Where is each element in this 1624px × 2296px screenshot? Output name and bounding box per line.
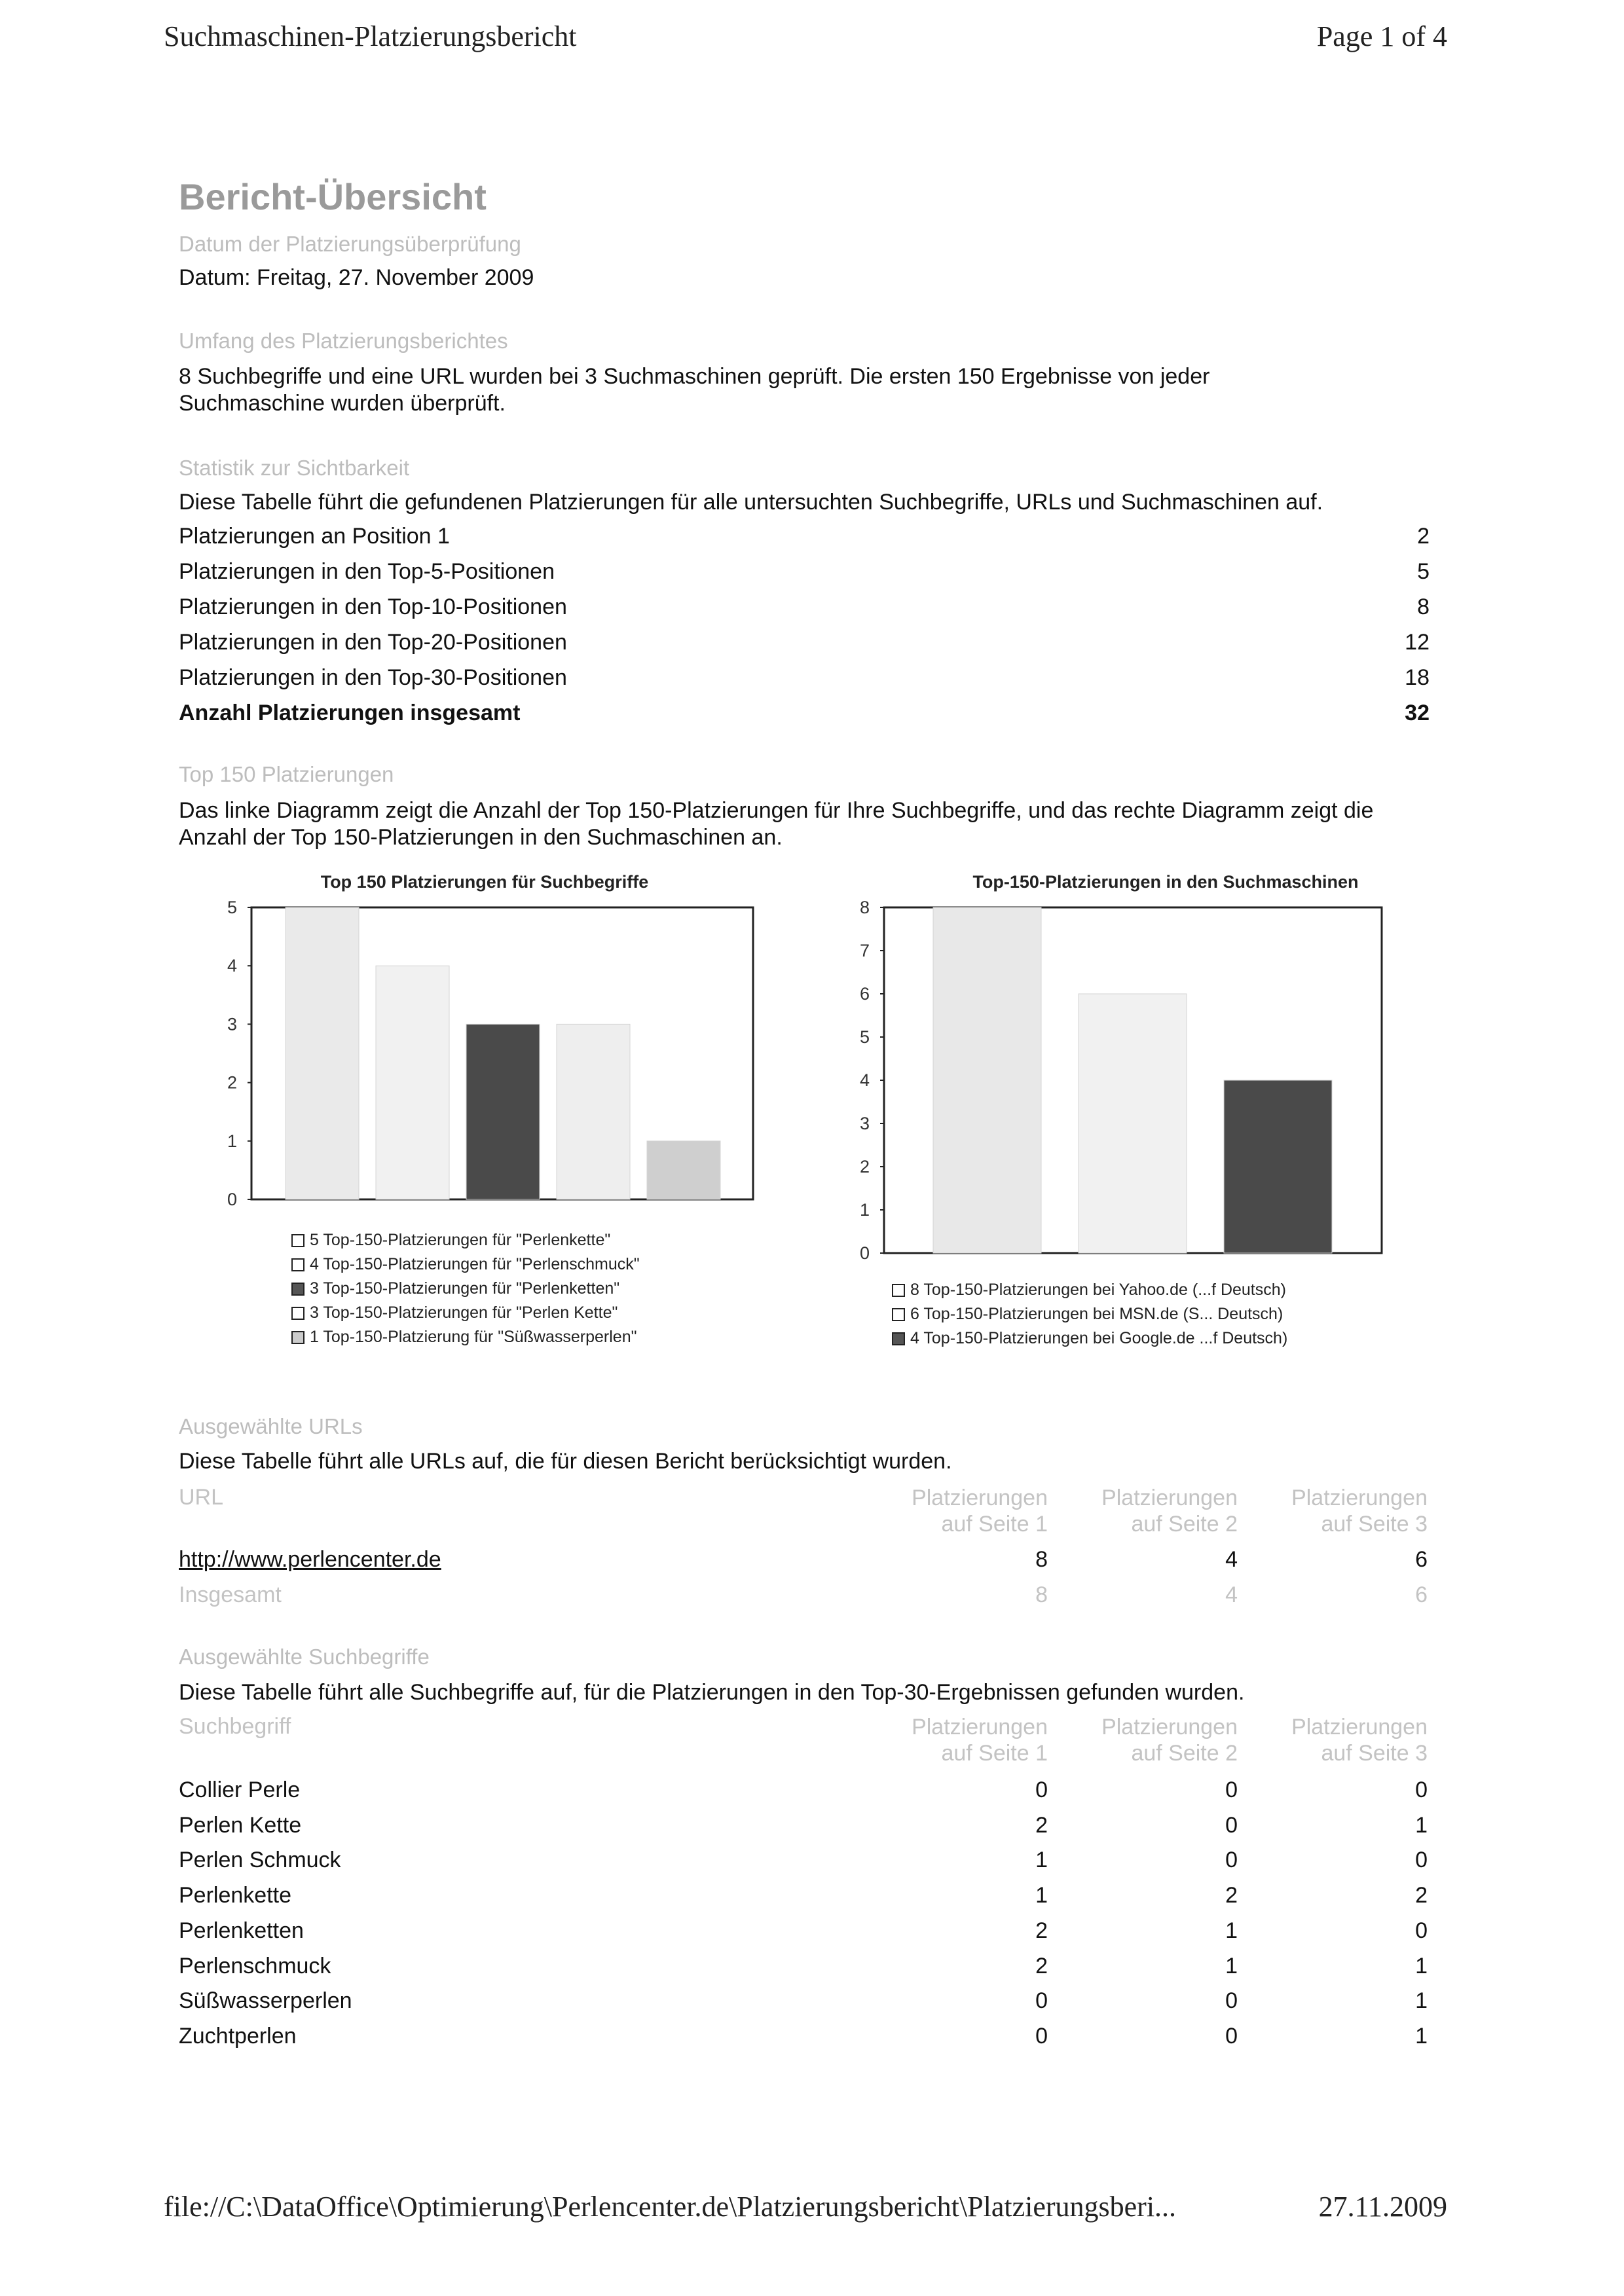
keyword-value-page-1: 1 — [1035, 1883, 1048, 1908]
keyword-value-page-2: 1 — [1225, 1918, 1238, 1943]
legend-item — [892, 1329, 1287, 1348]
legend-item — [291, 1255, 640, 1274]
visibility-total-label: Anzahl Platzierungen insgesamt — [179, 701, 521, 725]
chart-bar — [647, 1141, 720, 1199]
keyword-value-page-3: 0 — [1415, 1777, 1428, 1802]
visibility-row — [179, 630, 1430, 663]
keyword-value-page-3: 1 — [1415, 1988, 1428, 2013]
y-tick-label: 2 — [227, 1072, 237, 1093]
legend-label: 4 Top-150-Platzierungen für "Perlenschmuck" — [310, 1255, 640, 1273]
keywords-text: Diese Tabelle führt alle Suchbegriffe auf, für die Platzierungen in den Top-30-Ergebnissen gefunden wurden. — [179, 1680, 1245, 1705]
keyword-value-page-1: 2 — [1035, 1954, 1048, 1978]
y-tick-label: 3 — [859, 1114, 870, 1133]
column-header-page-3: Platzierungen auf Seite 3 — [1291, 1715, 1428, 1766]
legend-label: 3 Top-150-Platzierungen für "Perlenketten" — [310, 1279, 620, 1298]
y-tick-label: 1 — [859, 1200, 870, 1220]
chart-bar — [1224, 1080, 1332, 1253]
keywords-heading: Ausgewählte Suchbegriffe — [179, 1645, 430, 1669]
visibility-row-label: Platzierungen an Position 1 — [179, 524, 450, 549]
keyword-value-page-3: 0 — [1415, 1918, 1428, 1943]
urls-total-page-2: 4 — [1225, 1582, 1238, 1607]
top150-heading: Top 150 Platzierungen — [179, 762, 394, 786]
legend-label: 3 Top-150-Platzierungen für "Perlen Kette" — [310, 1303, 618, 1322]
legend-label: 6 Top-150-Platzierungen bei MSN.de (S... Deutsch) — [910, 1305, 1283, 1323]
report-title: Bericht-Übersicht — [179, 176, 487, 217]
scope-text: 8 Suchbegriffe und eine URL wurden bei 3 Suchmaschinen geprüft. Die ersten 150 Ergebnisse von jeder Suchmaschine wurden überprüft. — [179, 364, 1210, 416]
date-heading: Datum der Platzierungsüberprüfung — [179, 232, 521, 256]
search-engine-bar-chart — [851, 863, 1395, 1269]
date-text: Datum: Freitag, 27. November 2009 — [179, 265, 534, 290]
legend-swatch — [892, 1284, 905, 1297]
visibility-total-row — [179, 701, 1430, 733]
visibility-row-label: Platzierungen in den Top-20-Positionen — [179, 630, 567, 655]
visibility-row-value: 12 — [1405, 630, 1430, 655]
visibility-row-label: Platzierungen in den Top-10-Positionen — [179, 594, 567, 619]
visibility-row-label: Platzierungen in den Top-5-Positionen — [179, 559, 555, 584]
urls-total-page-1: 8 — [1035, 1582, 1048, 1607]
keyword-value-page-2: 2 — [1225, 1883, 1238, 1908]
keyword-value-page-2: 0 — [1225, 2024, 1238, 2049]
footer-date: 27.11.2009 — [1318, 2191, 1447, 2223]
legend-item — [291, 1328, 637, 1347]
url-row-label[interactable] — [179, 1547, 441, 1573]
chart-title: Top-150-Platzierungen in den Suchmaschinen — [972, 872, 1359, 892]
keyword-value-page-2: 0 — [1225, 1988, 1238, 2013]
legend-swatch — [291, 1307, 304, 1320]
chart-bar — [286, 907, 359, 1199]
visibility-row — [179, 559, 1430, 592]
keyword-row-label: Perlenkette — [179, 1883, 291, 1908]
chart-bar — [933, 907, 1041, 1253]
y-tick-label: 4 — [227, 956, 237, 976]
page-number: Page 1 of 4 — [1316, 20, 1447, 52]
visibility-text: Diese Tabelle führt die gefundenen Platzierungen für alle untersuchten Suchbegriffe, URLs und Suchmaschinen auf. — [179, 490, 1323, 515]
legend-swatch — [892, 1308, 905, 1321]
visibility-row — [179, 524, 1430, 556]
keyword-value-page-1: 2 — [1035, 1813, 1048, 1838]
url-value-page-1: 8 — [1035, 1547, 1048, 1572]
y-tick-label: 1 — [227, 1131, 237, 1151]
url-column-header: URL — [179, 1485, 224, 1510]
chart-bar — [376, 966, 449, 1199]
legend-item — [291, 1231, 610, 1250]
y-tick-label: 6 — [859, 984, 870, 1004]
keyword-row-label: Süßwasserperlen — [179, 1988, 352, 2013]
keyword-value-page-3: 1 — [1415, 1813, 1428, 1838]
chart-bar — [557, 1024, 630, 1199]
keyword-value-page-2: 0 — [1225, 1777, 1238, 1802]
urls-total-page-3: 6 — [1415, 1582, 1428, 1607]
y-tick-label: 5 — [859, 1027, 870, 1047]
legend-swatch — [291, 1234, 304, 1247]
url-link[interactable]: http://www.perlencenter.de — [179, 1547, 441, 1572]
visibility-total-value: 32 — [1405, 701, 1430, 725]
keyword-row-label: Perlen Schmuck — [179, 1848, 341, 1872]
visibility-row-value: 18 — [1405, 665, 1430, 690]
y-tick-label: 7 — [859, 941, 870, 960]
y-tick-label: 0 — [227, 1190, 237, 1209]
y-tick-label: 3 — [227, 1014, 237, 1034]
legend-label: 8 Top-150-Platzierungen bei Yahoo.de (...f Deutsch) — [910, 1281, 1286, 1299]
keyword-value-page-1: 0 — [1035, 1988, 1048, 2013]
y-tick-label: 0 — [859, 1243, 870, 1263]
urls-total-label: Insgesamt — [179, 1582, 282, 1607]
keyword-row-label: Collier Perle — [179, 1777, 301, 1802]
footer-file-path: file://C:\DataOffice\Optimierung\Perlencenter.de\Platzierungsbericht\Platzierungsberi... — [164, 2191, 1177, 2223]
legend-item — [291, 1279, 619, 1298]
visibility-row-value: 8 — [1417, 594, 1430, 619]
keyword-row-label: Zuchtperlen — [179, 2024, 297, 2049]
urls-heading: Ausgewählte URLs — [179, 1414, 363, 1438]
y-tick-label: 2 — [859, 1157, 870, 1176]
legend-item — [892, 1305, 1283, 1324]
keyword-row-label: Perlenketten — [179, 1918, 304, 1943]
keyword-value-page-3: 0 — [1415, 1848, 1428, 1872]
visibility-row-value: 5 — [1417, 559, 1430, 584]
y-tick-label: 8 — [859, 898, 870, 917]
keyword-row-label: Perlenschmuck — [179, 1954, 331, 1978]
visibility-heading: Statistik zur Sichtbarkeit — [179, 456, 410, 480]
keyword-value-page-3: 2 — [1415, 1883, 1428, 1908]
keyword-value-page-1: 1 — [1035, 1848, 1048, 1872]
keyword-value-page-1: 0 — [1035, 2024, 1048, 2049]
keyword-value-page-2: 1 — [1225, 1954, 1238, 1978]
keyword-value-page-2: 0 — [1225, 1848, 1238, 1872]
legend-label: 4 Top-150-Platzierungen bei Google.de ...f Deutsch) — [910, 1329, 1288, 1347]
chart-bar — [1079, 994, 1187, 1253]
legend-label: 1 Top-150-Platzierung für "Süßwasserperlen" — [310, 1328, 637, 1346]
keyword-value-page-1: 0 — [1035, 1777, 1048, 1802]
document-header-title: Suchmaschinen-Platzierungsbericht — [164, 20, 577, 52]
visibility-row — [179, 594, 1430, 627]
column-header-page-1: Platzierungen auf Seite 1 — [912, 1715, 1048, 1766]
url-value-page-3: 6 — [1415, 1547, 1428, 1572]
chart-title: Top 150 Platzierungen für Suchbegriffe — [320, 872, 649, 892]
url-value-page-2: 4 — [1225, 1547, 1238, 1572]
legend-item — [291, 1303, 618, 1322]
visibility-row-label: Platzierungen in den Top-30-Positionen — [179, 665, 567, 690]
keyword-value-page-3: 1 — [1415, 1954, 1428, 1978]
legend-item — [892, 1281, 1286, 1300]
column-header-page-2: Platzierungen auf Seite 2 — [1101, 1715, 1238, 1766]
keyword-column-header: Suchbegriff — [179, 1714, 291, 1739]
chart-bar — [466, 1024, 540, 1199]
legend-label: 5 Top-150-Platzierungen für "Perlenkette" — [310, 1231, 611, 1249]
keyword-value-page-3: 1 — [1415, 2024, 1428, 2049]
keyword-row-label: Perlen Kette — [179, 1813, 302, 1838]
legend-swatch — [291, 1283, 304, 1296]
visibility-row — [179, 665, 1430, 698]
legend-swatch — [291, 1258, 304, 1271]
top150-text: Das linke Diagramm zeigt die Anzahl der Top 150-Platzierungen für Ihre Suchbegriffe, und das rechte Diagramm zeigt die Anzahl der Top 150-Platzierungen in den Suchmaschinen an. — [179, 798, 1374, 850]
keyword-value-page-2: 0 — [1225, 1813, 1238, 1838]
scope-heading: Umfang des Platzierungsberichtes — [179, 329, 508, 353]
legend-swatch — [291, 1331, 304, 1344]
y-tick-label: 4 — [859, 1070, 870, 1090]
column-header-page-3: Platzierungen auf Seite 3 — [1291, 1485, 1428, 1537]
visibility-row-value: 2 — [1417, 524, 1430, 549]
y-tick-label: 5 — [227, 898, 237, 917]
keyword-value-page-1: 2 — [1035, 1918, 1048, 1943]
urls-text: Diese Tabelle führt alle URLs auf, die für diesen Bericht berücksichtigt wurden. — [179, 1449, 952, 1474]
column-header-page-2: Platzierungen auf Seite 2 — [1101, 1485, 1238, 1537]
column-header-page-1: Platzierungen auf Seite 1 — [912, 1485, 1048, 1537]
legend-swatch — [892, 1332, 905, 1345]
